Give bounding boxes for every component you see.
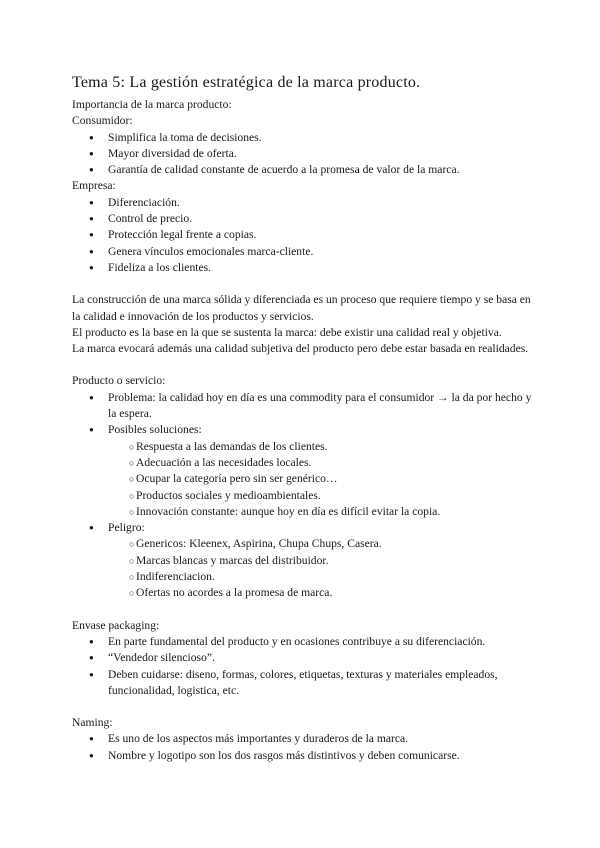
soluciones-label: Posibles soluciones: bbox=[108, 423, 202, 437]
list-item: ● Simplifica la toma de decisiones. bbox=[72, 130, 532, 146]
list-item: ● En parte fundamental del producto y en ocasiones contribuye a su diferenciación. bbox=[72, 634, 532, 650]
list-item: ● Diferenciación. bbox=[72, 195, 532, 211]
soluciones-list bbox=[108, 439, 532, 520]
naming-heading: Naming: bbox=[72, 716, 113, 730]
list-item: ○ Innovación constante: aunque hoy en día es difícil evitar la copia. bbox=[72, 504, 532, 520]
consumidor-label: Consumidor: bbox=[72, 114, 133, 128]
list-item: ○ Marcas blancas y marcas del distribuidor. bbox=[72, 553, 532, 569]
empresa-label: Empresa: bbox=[72, 179, 116, 193]
list-item: ● Fideliza a los clientes. bbox=[72, 260, 532, 276]
consumidor-list bbox=[72, 130, 532, 179]
empresa-list bbox=[72, 195, 532, 276]
list-item: ● Garantía de calidad constante de acuerdo a la promesa de valor de la marca. bbox=[72, 162, 532, 178]
list-item: ○ Indiferenciacion. bbox=[72, 569, 532, 585]
list-item: ○ Ofertas no acordes a la promesa de marca. bbox=[72, 585, 532, 601]
naming-list bbox=[72, 731, 532, 764]
list-item: ● Nombre y logotipo son los dos rasgos más distintivos y deben comunicarse. bbox=[72, 748, 532, 764]
spacer bbox=[72, 602, 532, 618]
list-item: ○ Respuesta a las demandas de los clientes. bbox=[72, 439, 532, 455]
envase-list bbox=[72, 634, 532, 699]
peligro-label: Peligro: bbox=[108, 521, 145, 535]
document-page bbox=[72, 72, 532, 764]
problema-item: ● Problema: la calidad hoy en día es una commodity para el consumidor → la da por hecho y la espera. bbox=[72, 390, 532, 423]
list-item: ● Protección legal frente a copias. bbox=[72, 227, 532, 243]
list-item: ● Mayor diversidad de oferta. bbox=[72, 146, 532, 162]
page-title: Tema 5: La gestión estratégica de la marca producto. bbox=[72, 74, 421, 91]
list-item: ○ Ocupar la categoría pero sin ser genérico… bbox=[72, 471, 532, 487]
list-item: ○ Adecuación a las necesidades locales. bbox=[72, 455, 532, 471]
construccion-paragraph-3: La marca evocará además una calidad subjetiva del producto pero debe estar basada en realidades. bbox=[72, 342, 529, 356]
envase-heading: Envase packaging: bbox=[72, 618, 160, 632]
peligro-item bbox=[72, 520, 532, 601]
soluciones-item bbox=[72, 422, 532, 520]
list-item: ● Control de precio. bbox=[72, 211, 532, 227]
importancia-heading: Importancia de la marca producto: bbox=[72, 98, 232, 111]
peligro-list bbox=[108, 536, 532, 601]
list-item: ● Es uno de los aspectos más importantes y duraderos de la marca. bbox=[72, 731, 532, 747]
list-item: ○ Genericos: Kleenex, Aspirina, Chupa Chups, Casera. bbox=[72, 536, 532, 552]
producto-list bbox=[72, 390, 532, 602]
spacer bbox=[72, 276, 532, 292]
list-item: ● Genera vínculos emocionales marca-cliente. bbox=[72, 244, 532, 260]
spacer bbox=[72, 699, 532, 715]
spacer bbox=[72, 357, 532, 373]
list-item: ● “Vendedor silencioso”. bbox=[72, 650, 532, 666]
construccion-paragraph-2: El producto es la base en la que se sustenta la marca: debe existir una calidad real y objetiva. bbox=[72, 325, 502, 339]
list-item: ○ Productos sociales y medioambientales. bbox=[72, 488, 532, 504]
producto-heading: Producto o servicio: bbox=[72, 374, 166, 388]
construccion-paragraph-1: La construcción de una marca sólida y diferenciada es un proceso que requiere tiempo y se basa en la calidad e innovación de los productos y servicios. bbox=[72, 293, 531, 323]
list-item: ● Deben cuidarse: diseno, formas, colores, etiquetas, texturas y materiales empleados, funcionalidad, logistica, etc. bbox=[72, 667, 532, 700]
